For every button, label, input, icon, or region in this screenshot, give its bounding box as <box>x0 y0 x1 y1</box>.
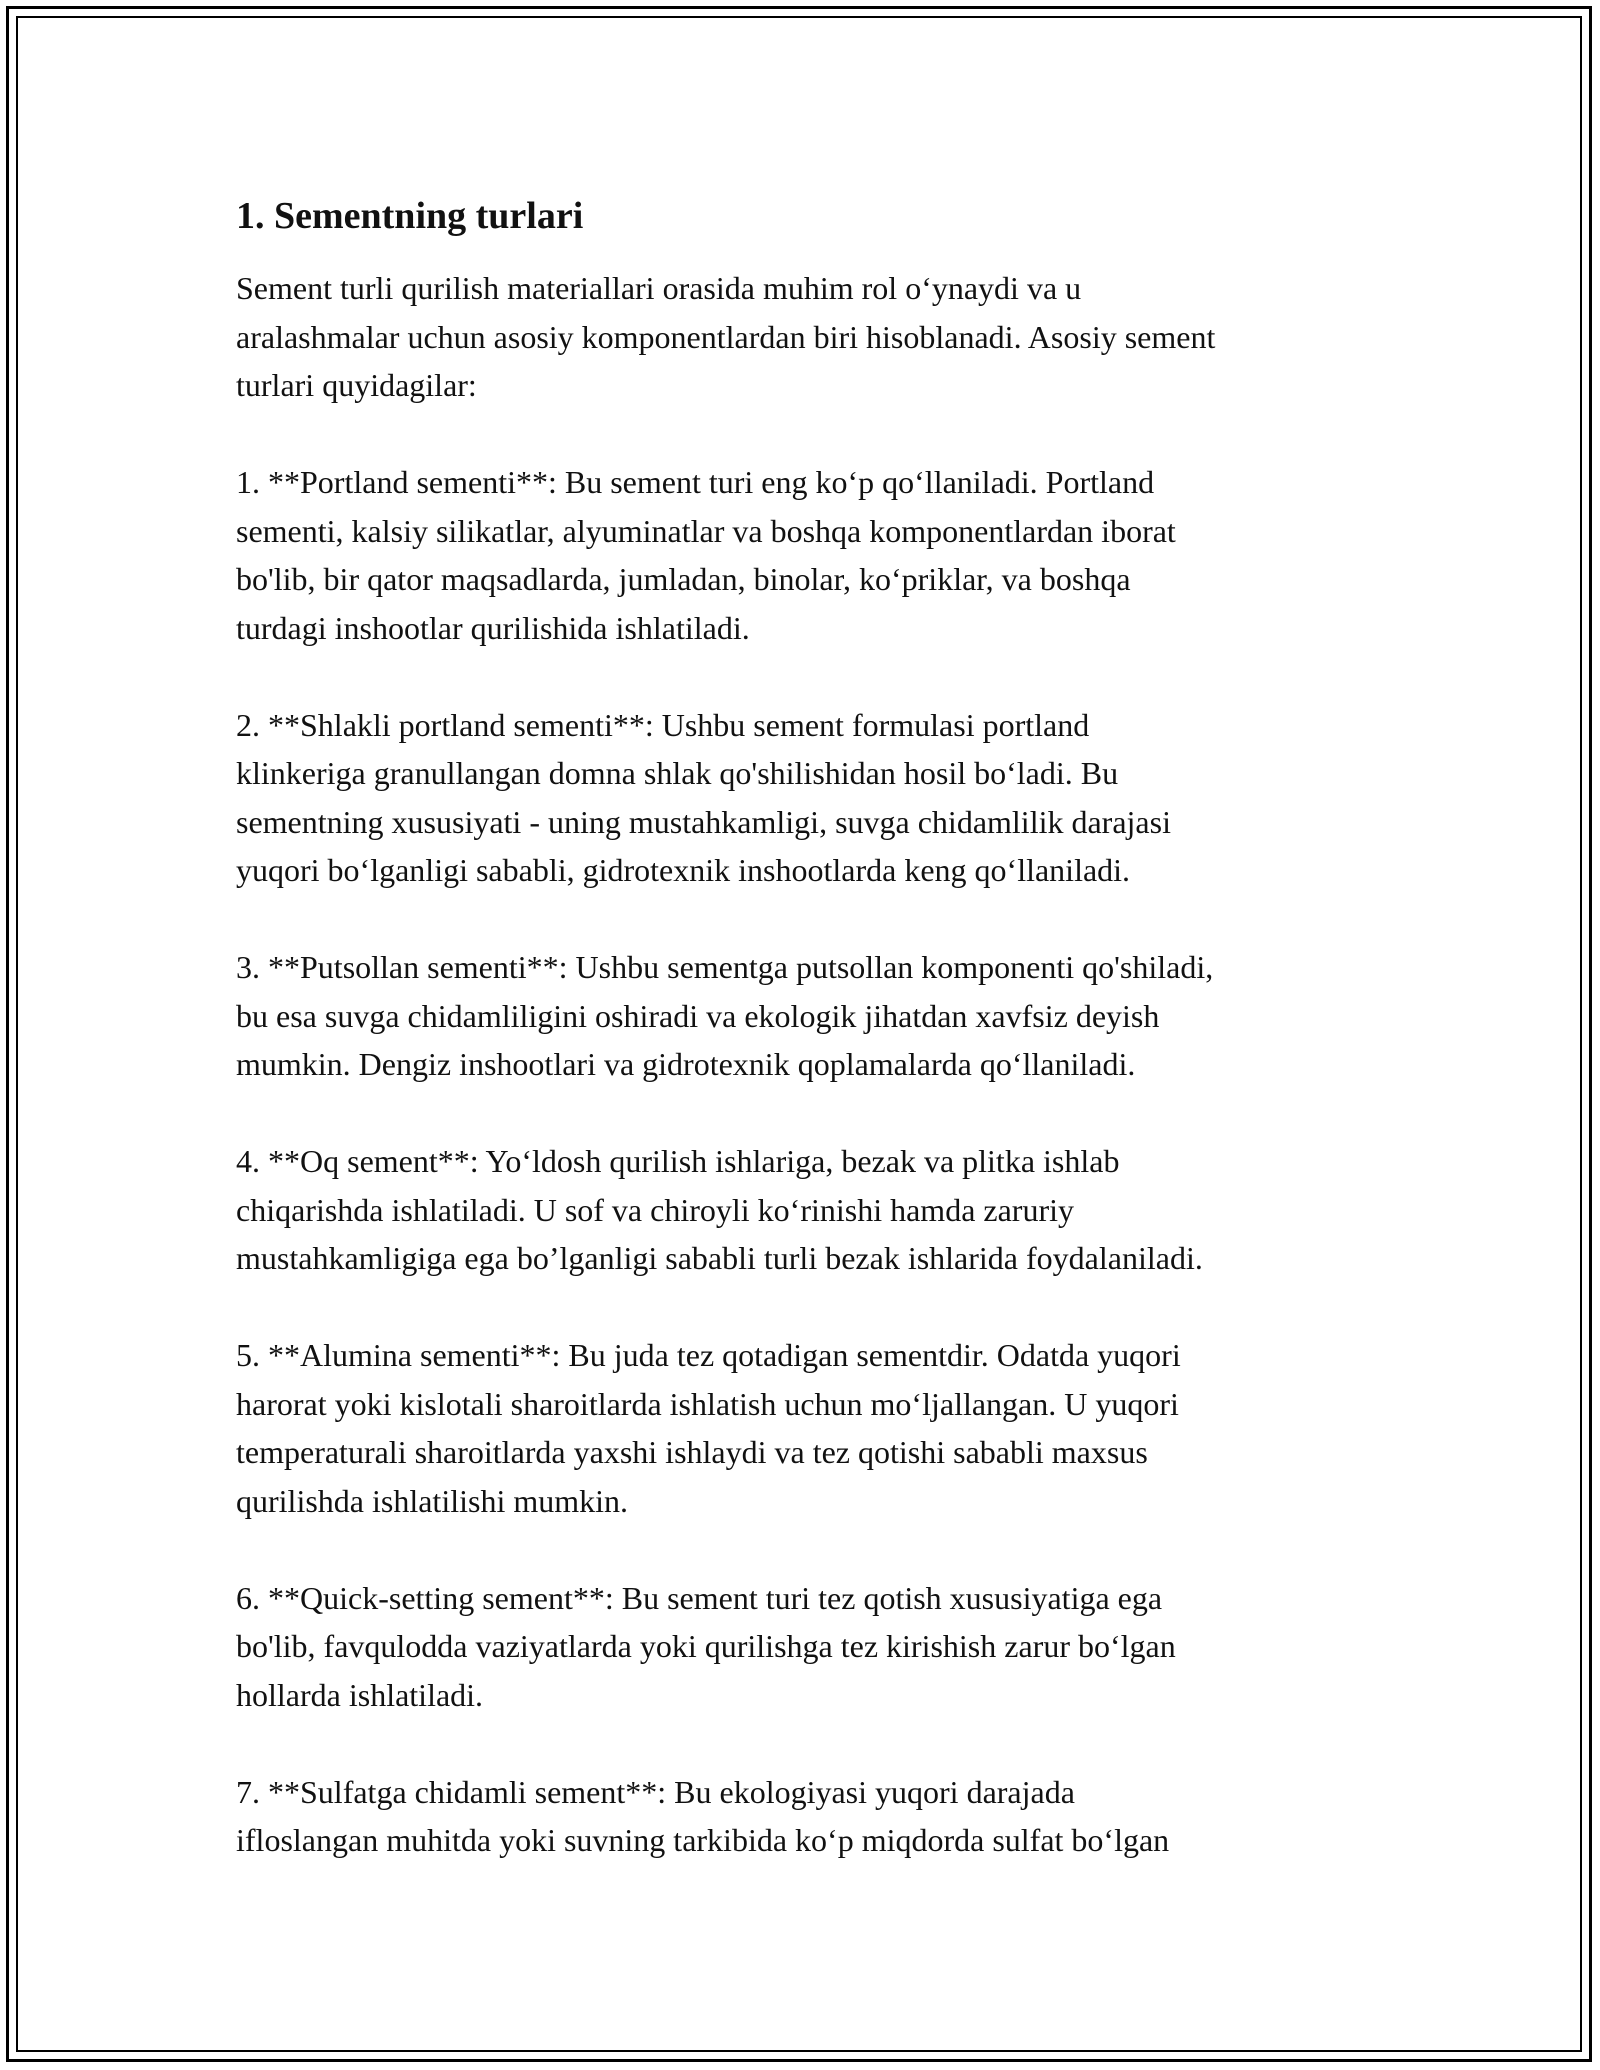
text-line: 3. **Putsollan sementi**: Ushbu sementga putsollan komponenti qo'shiladi, <box>236 949 1214 985</box>
list-item-putsollan <box>236 943 1376 1089</box>
list-item-shlakli <box>236 701 1376 895</box>
text-line: sementning xususiyati - uning mustahkamligi, suvga chidamlilik darajasi <box>236 803 1171 840</box>
text-line: Sement turli qurilish materiallari orasida muhim rol o‘ynaydi va u <box>236 270 1082 306</box>
list-item-portland <box>236 458 1376 652</box>
text-line: klinkeriga granullangan domna shlak qo'shilishidan hosil bo‘ladi. Bu <box>236 755 1119 791</box>
text-line: yuqori bo‘lganligi sababli, gidrotexnik inshootlarda keng qo‘llaniladi. <box>236 852 1131 888</box>
text-line: hollarda ishlatiladi. <box>236 1676 484 1713</box>
document-body <box>236 188 1376 1913</box>
text-line: 5. **Alumina sementi**: Bu juda tez qotadigan sementdir. Odatda yuqori <box>236 1337 1181 1373</box>
list-item-alumina <box>236 1331 1376 1525</box>
text-line: chiqarishda ishlatiladi. U sof va chiroyli ko‘rinishi hamda zaruriy <box>236 1191 1074 1228</box>
list-item-sulfatga <box>236 1768 1376 1865</box>
list-item-oq <box>236 1137 1376 1283</box>
text-line: mumkin. Dengiz inshootlari va gidrotexnik qoplamalarda qo‘llaniladi. <box>236 1046 1136 1082</box>
text-line: mustahkamligiga ega bo’lganligi sababli turli bezak ishlarida foydalaniladi. <box>236 1240 1203 1276</box>
page-title: 1. Sementning turlari <box>236 195 584 237</box>
text-line: bo'lib, favqulodda vaziyatlarda yoki qurilishga tez kirishish zarur bo‘lgan <box>236 1628 1176 1664</box>
text-line: harorat yoki kislotali sharoitlarda ishlatish uchun mo‘ljallangan. U yuqori <box>236 1385 1179 1422</box>
list-item-quick-setting <box>236 1574 1376 1720</box>
text-line: bu esa suvga chidamliligini oshiradi va ekologik jihatdan xavfsiz deyish <box>236 997 1160 1034</box>
text-line: 4. **Oq sement**: Yo‘ldosh qurilish ishlariga, bezak va plitka ishlab <box>236 1143 1120 1179</box>
text-line: ifloslangan muhitda yoki suvning tarkibida ko‘p miqdorda sulfat bo‘lgan <box>236 1822 1170 1858</box>
intro-paragraph <box>236 264 1376 410</box>
text-line: 1. **Portland sementi**: Bu sement turi eng ko‘p qo‘llaniladi. Portland <box>236 464 1155 500</box>
text-line: 2. **Shlakli portland sementi**: Ushbu sement formulasi portland <box>236 706 1090 743</box>
text-line: turdagi inshootlar qurilishida ishlatiladi. <box>236 609 750 646</box>
text-line: qurilishda ishlatilishi mumkin. <box>236 1482 628 1519</box>
text-line: sementi, kalsiy silikatlar, alyuminatlar va boshqa komponentlardan iborat <box>236 512 1176 549</box>
text-line: temperaturali sharoitlarda yaxshi ishlaydi va tez qotishi sababli maxsus <box>236 1434 1148 1470</box>
text-line: 6. **Quick-setting sement**: Bu sement turi tez qotish xususiyatiga ega <box>236 1579 1163 1616</box>
text-line: bo'lib, bir qator maqsadlarda, jumladan, binolar, ko‘priklar, va boshqa <box>236 561 1131 597</box>
text-line: turlari quyidagilar: <box>236 367 477 403</box>
text-line: aralashmalar uchun asosiy komponentlardan biri hisoblanadi. Asosiy sement <box>236 318 1216 355</box>
text-line: 7. **Sulfatga chidamli sement**: Bu ekologiyasi yuqori darajada <box>236 1773 1075 1810</box>
